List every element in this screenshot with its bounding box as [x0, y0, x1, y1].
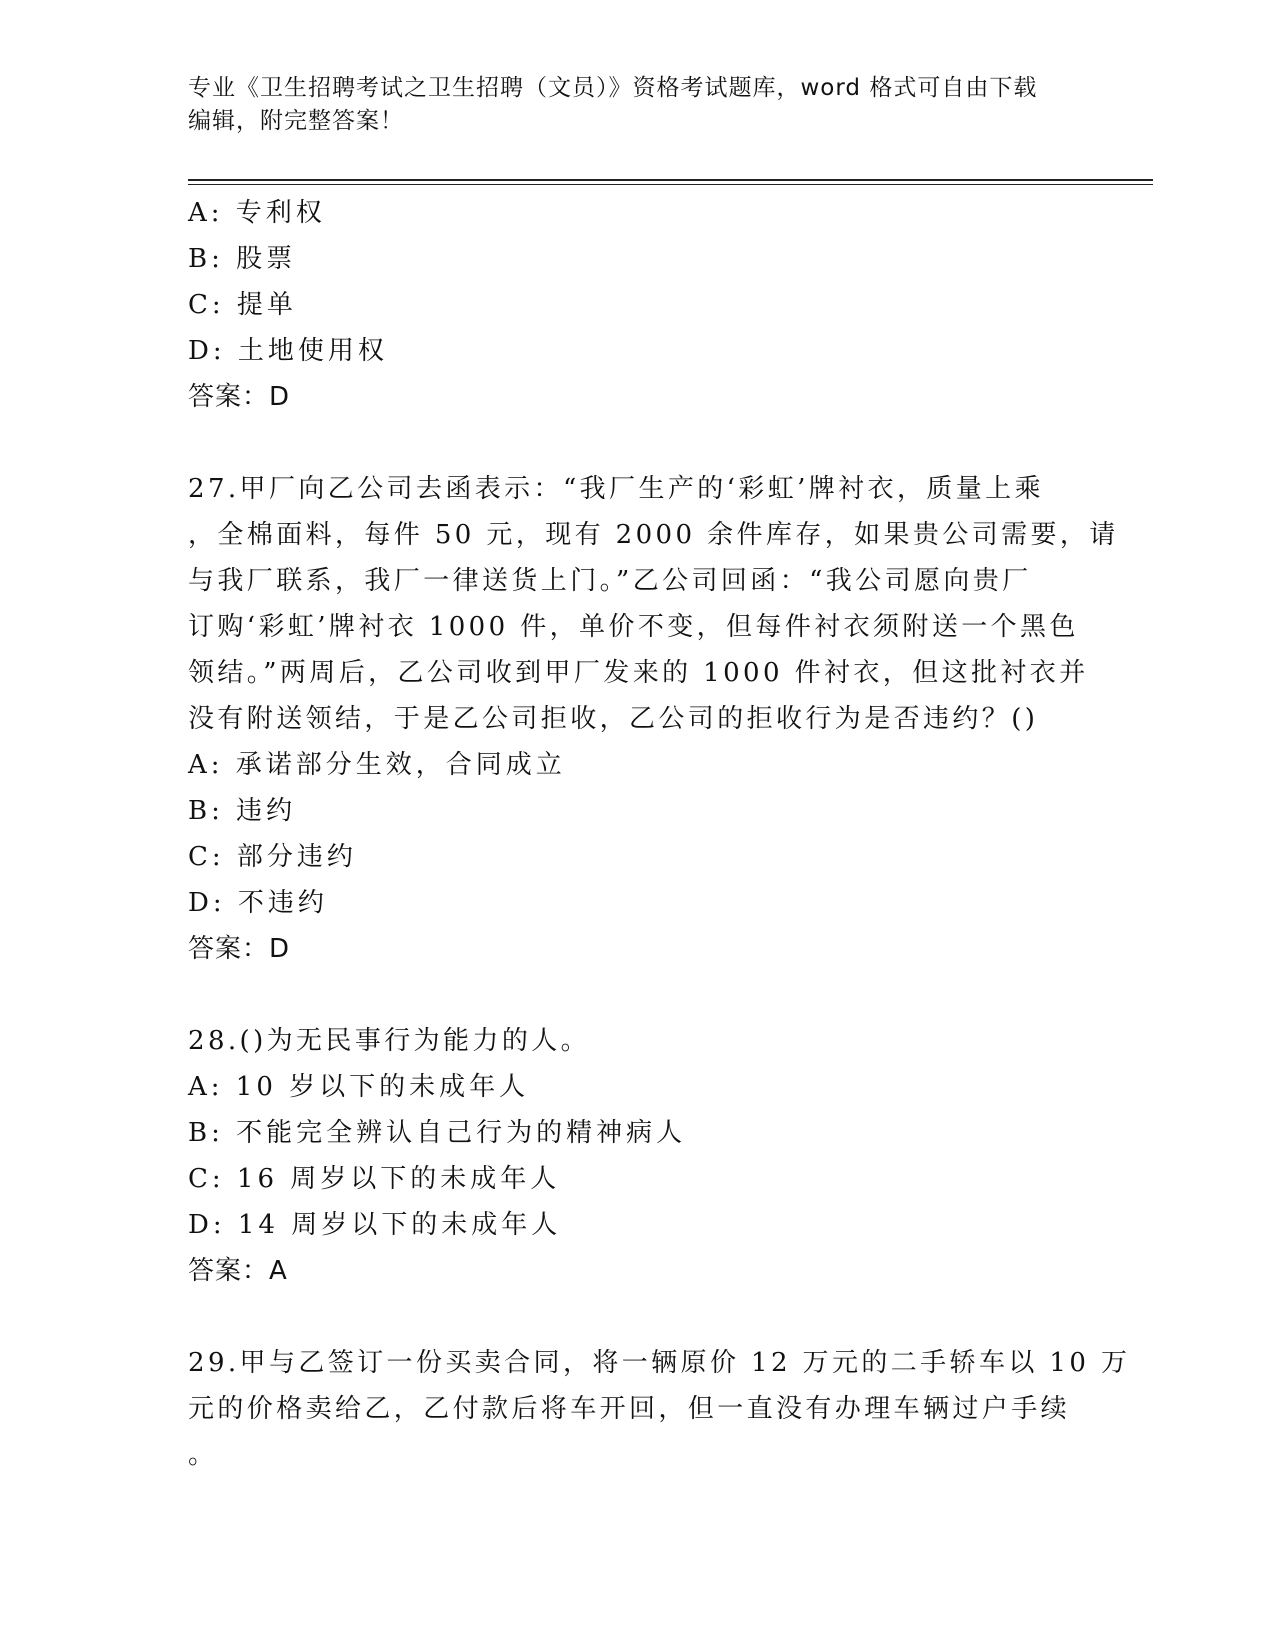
question-stem-line: 29.甲与乙签订一份买卖合同，将一辆原价 12 万元的二手轿车以 10 万 [188, 1348, 1131, 1378]
question-stem-line: 没有附送领结，于是乙公司拒收，乙公司的拒收行为是否违约？() [188, 704, 1039, 734]
spacer [188, 1294, 1088, 1340]
spacer [188, 420, 1088, 466]
header-line-2: 编辑，附完整答案！ [188, 108, 404, 134]
answer: 答案：D [188, 934, 291, 964]
option-a: A: 10 岁以下的未成年人 [188, 1072, 530, 1102]
option-c: C: 提单 [188, 290, 297, 320]
question-stem-line: 元的价格卖给乙，乙付款后将车开回，但一直没有办理车辆过户手续 [188, 1394, 1071, 1424]
option-d: D: 14 周岁以下的未成年人 [188, 1210, 562, 1240]
question-stem-line: 28.()为无民事行为能力的人。 [188, 1026, 591, 1056]
option-b: B: 股票 [188, 244, 297, 274]
header-line-1: 专业《卫生招聘考试之卫生招聘（文员）》资格考试题库，word 格式可自由下载 [188, 75, 1038, 101]
header-divider-thin [188, 184, 1153, 185]
question-stem-line: 与我厂联系，我厂一律送货上门。”乙公司回函：“我公司愿向贵厂 [188, 566, 1032, 596]
question-stem-line: 。 [188, 1440, 218, 1470]
question-27 [188, 466, 1119, 972]
answer: 答案：D [188, 382, 291, 412]
question-stem-line: 订购‘彩虹’牌衬衣 1000 件，单价不变，但每件衬衣须附送一个黑色 [188, 612, 1079, 642]
option-a: A: 专利权 [188, 198, 326, 228]
option-b: B: 违约 [188, 796, 297, 826]
question-list [188, 190, 1131, 1478]
question-stem-line: 领结。”两周后，乙公司收到甲厂发来的 1000 件衬衣，但这批衬衣并 [188, 658, 1089, 688]
option-c: C: 16 周岁以下的未成年人 [188, 1164, 561, 1194]
option-c: C: 部分违约 [188, 842, 357, 872]
option-d: D: 不违约 [188, 888, 328, 918]
option-d: D: 土地使用权 [188, 336, 388, 366]
question-28 [188, 1018, 1088, 1294]
document-header [188, 72, 1078, 138]
option-b: B: 不能完全辨认自己行为的精神病人 [188, 1118, 687, 1148]
spacer [188, 972, 1088, 1018]
question-stem-line: ，全棉面料，每件 50 元，现有 2000 余件库存，如果贵公司需要，请 [188, 520, 1119, 550]
question-29 [188, 1340, 1131, 1478]
option-a: A: 承诺部分生效，合同成立 [188, 750, 566, 780]
question-stem-line: 27.甲厂向乙公司去函表示：“我厂生产的‘彩虹’牌衬衣，质量上乘 [188, 474, 1044, 504]
question-26 [188, 190, 1088, 420]
answer: 答案：A [188, 1256, 288, 1286]
header-divider-thick [188, 179, 1153, 181]
